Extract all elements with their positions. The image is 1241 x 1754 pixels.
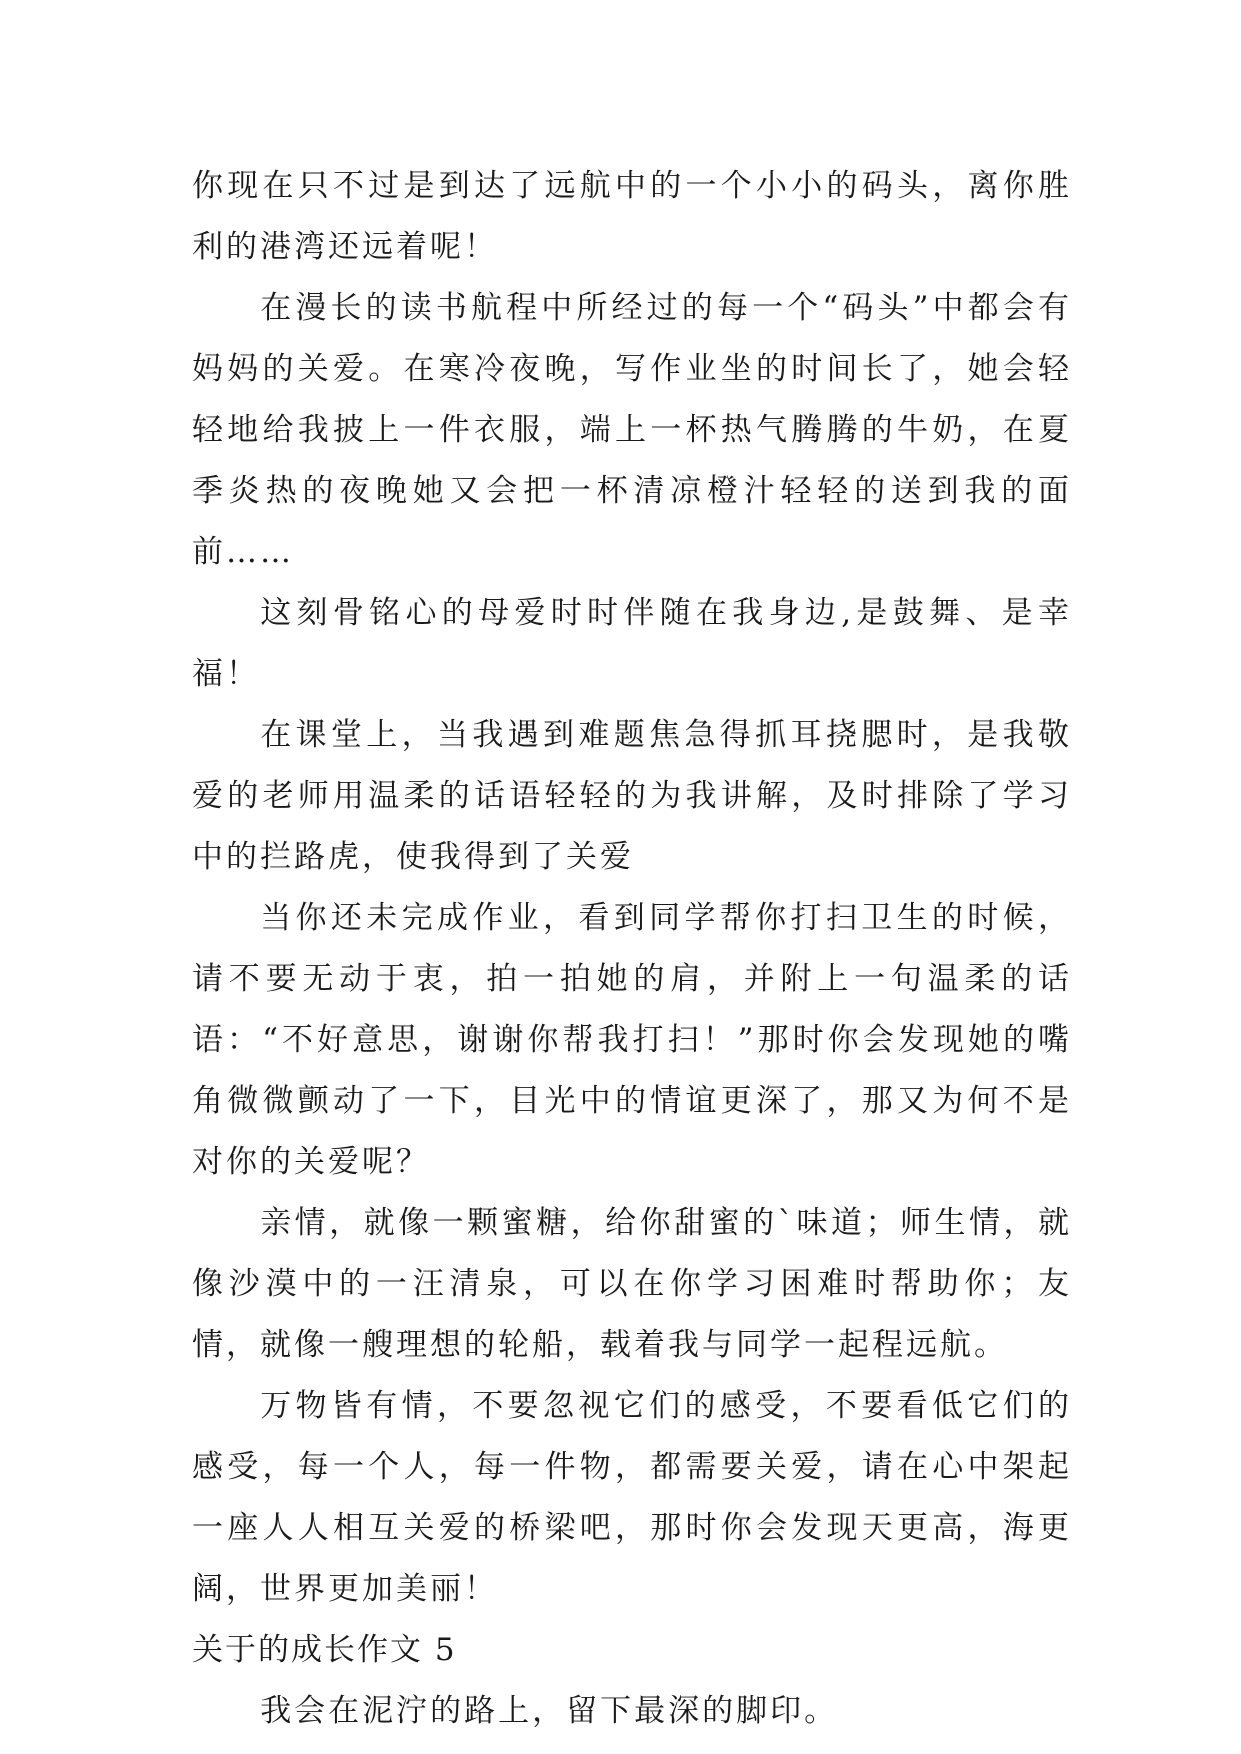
paragraph-5: 当你还未完成作业，看到同学帮你打扫卫生的时候，请不要无动于衷，拍一拍她的肩，并附上一句温柔的话语：“不好意思，谢谢你帮我打扫！”那时你会发现她的嘴角微微颤动了一下，目光中的情谊更深了，那又为何不是对你的关爱呢？ [192, 900, 1072, 1180]
paragraph-3: 这刻骨铭心的母爱时时伴随在我身边,是鼓舞、是幸福！ [192, 595, 1072, 692]
paragraph-2: 在漫长的读书航程中所经过的每一个“码头”中都会有妈妈的关爱。在寒冷夜晚，写作业坐的时间长了，她会轻轻地给我披上一件衣服，端上一杯热气腾腾的牛奶，在夏季炎热的夜晚她又会把一杯清凉橙汁轻轻的送到我的面前…… [192, 290, 1072, 570]
section-heading: 关于的成长作文 5 [192, 1632, 457, 1668]
paragraph-1: 你现在只不过是到达了远航中的一个小小的码头，离你胜利的港湾还远着呢！ [192, 168, 1072, 265]
document-body [192, 156, 1072, 1742]
paragraph-4: 在课堂上，当我遇到难题焦急得抓耳挠腮时，是我敬爱的老师用温柔的话语轻轻的为我讲解，及时排除了学习中的拦路虎，使我得到了关爱 [192, 717, 1072, 875]
paragraph-8: 我会在泥泞的路上，留下最深的脚印。 [260, 1693, 839, 1729]
paragraph-7: 万物皆有情，不要忽视它们的感受，不要看低它们的感受，每一个人，每一件物，都需要关爱，请在心中架起一座人人相互关爱的桥梁吧，那时你会发现天更高，海更阔，世界更加美丽！ [192, 1388, 1072, 1607]
paragraph-6: 亲情，就像一颗蜜糖，给你甜蜜的`味道；师生情，就像沙漠中的一汪清泉，可以在你学习困难时帮助你；友情，就像一艘理想的轮船，载着我与同学一起程远航。 [192, 1205, 1072, 1363]
